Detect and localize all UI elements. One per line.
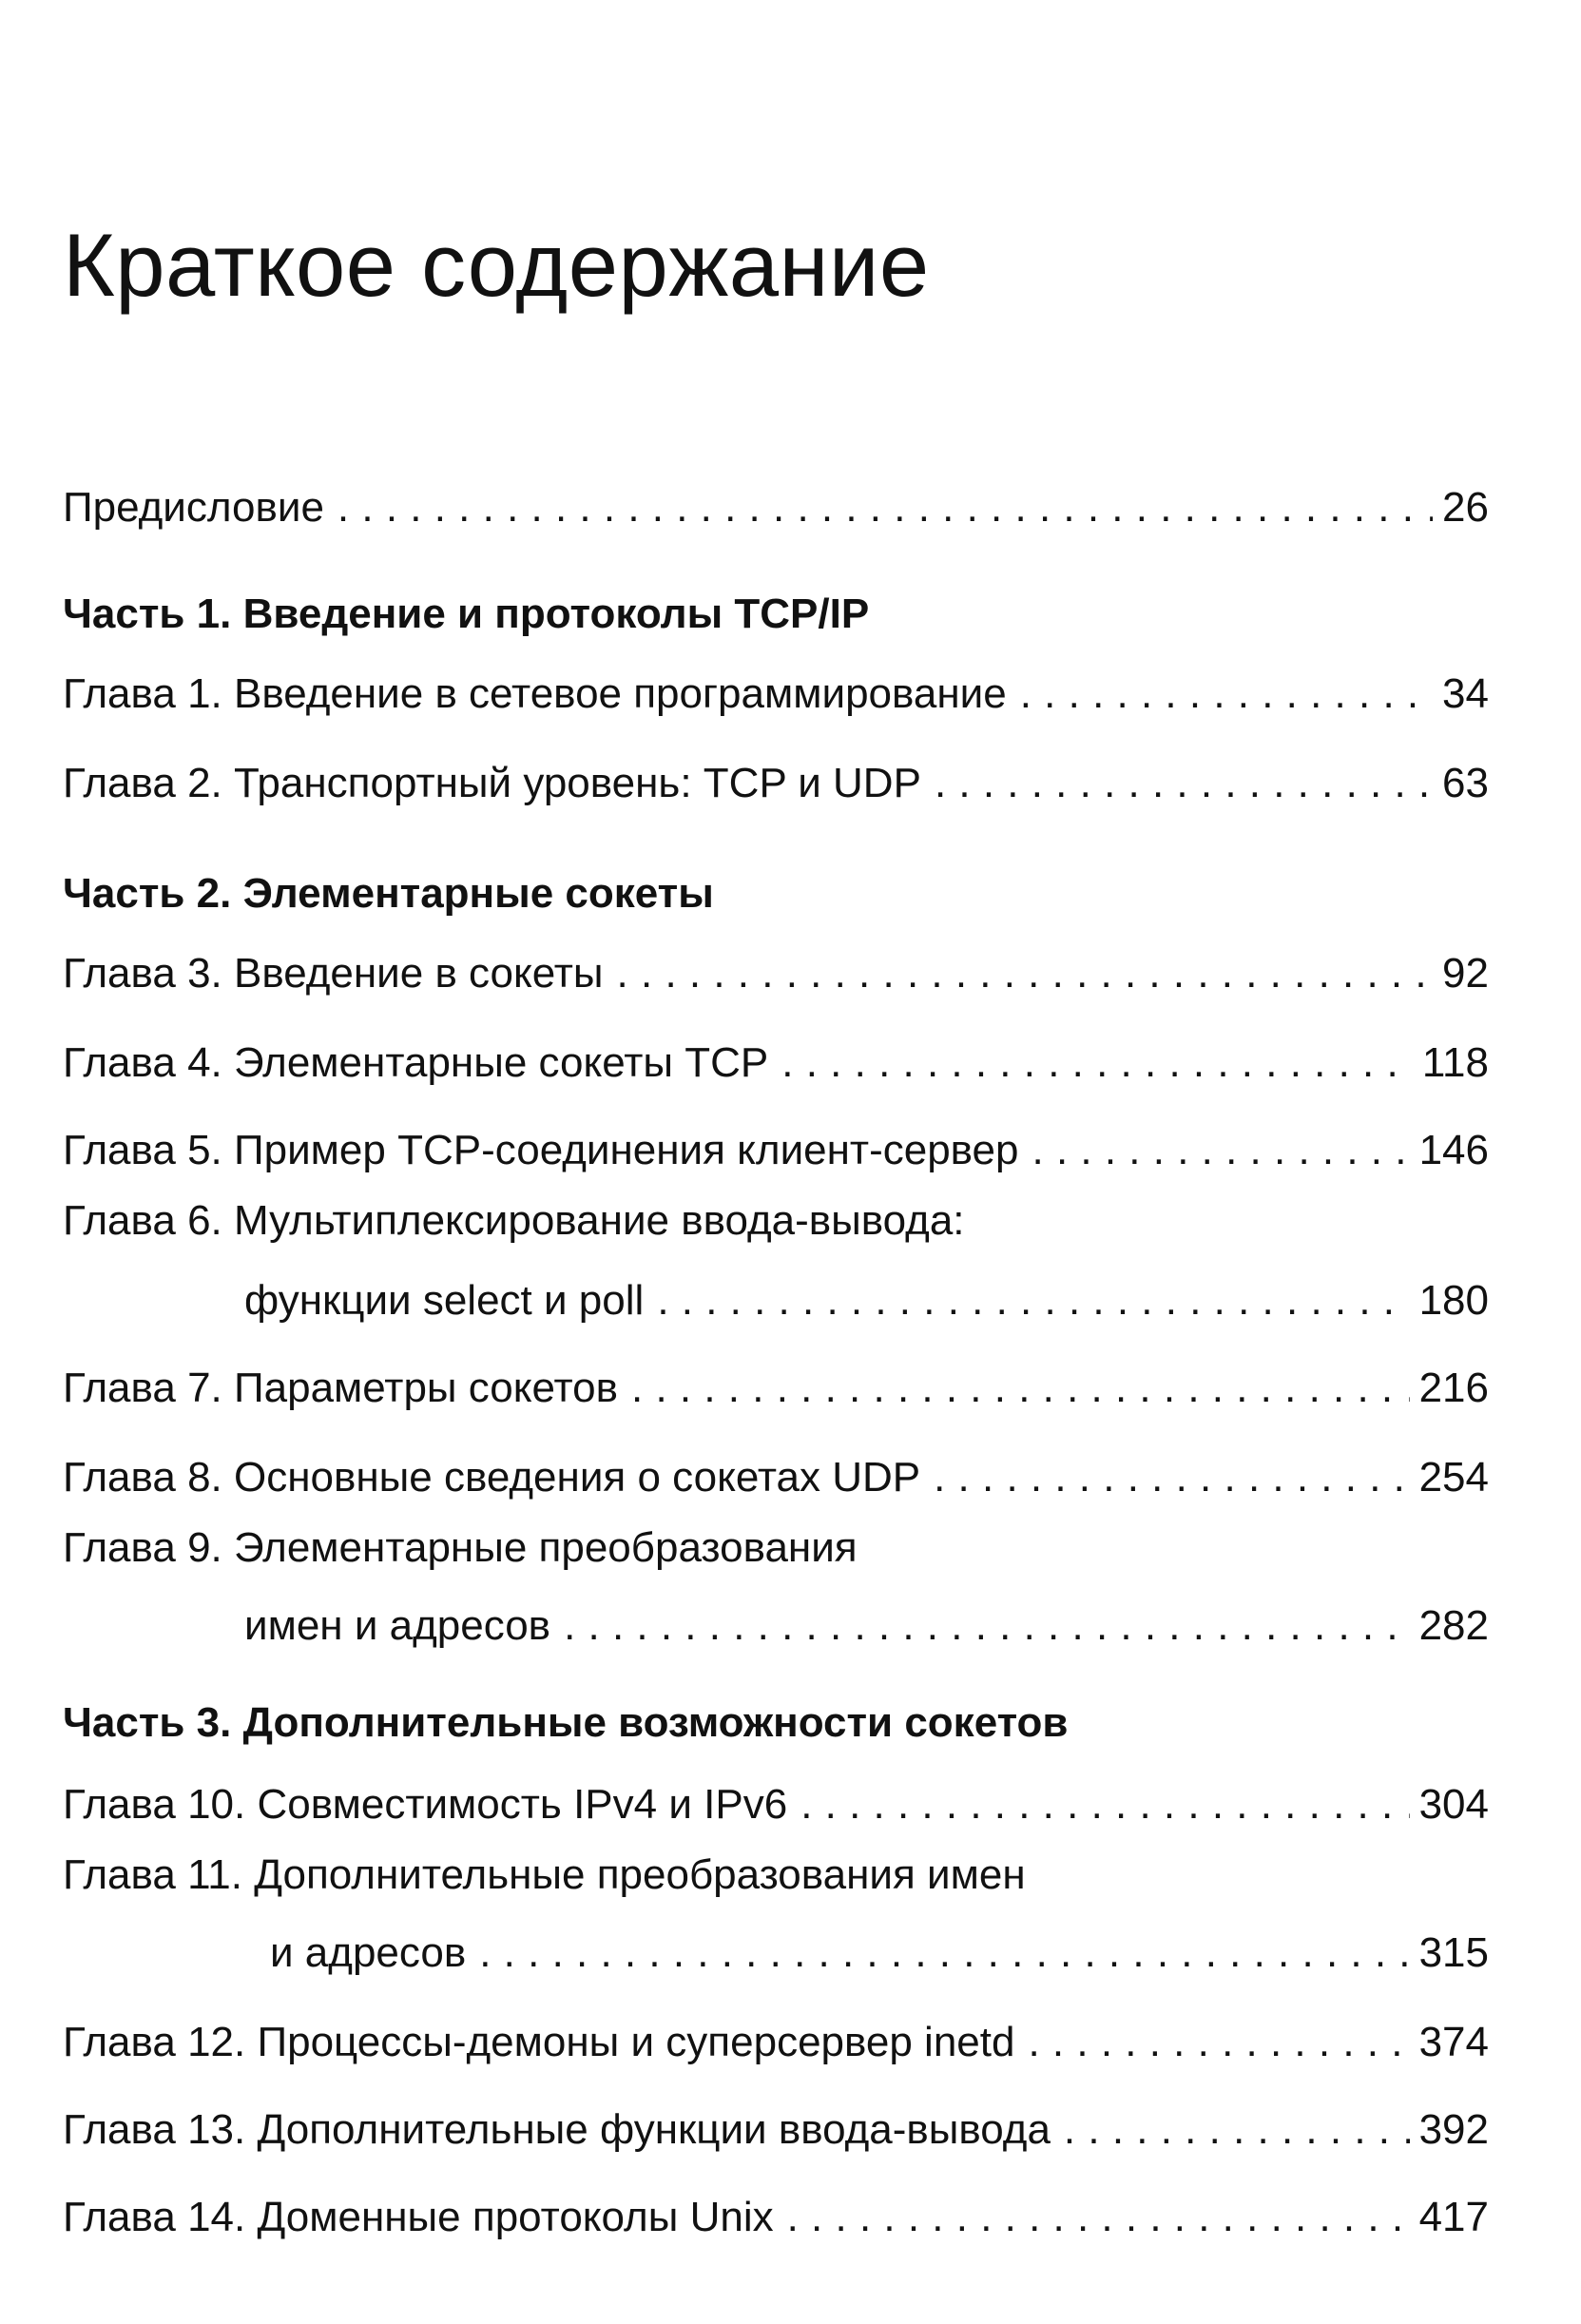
toc-entry-chapter-11-line1: Глава 11. Дополнительные преобразования имен [63,1851,1026,1898]
entry-page-number: 118 [1421,1039,1489,1086]
dot-leader [934,1457,1409,1499]
dot-leader [1064,2109,1410,2151]
dot-leader [657,1280,1409,1322]
entry-page-number: 315 [1418,1929,1489,1976]
toc-entry-chapter-7[interactable] [63,1348,1489,1409]
entry-label: имен и адресов [244,1602,551,1649]
dot-leader [1032,1130,1410,1172]
dot-leader [1020,673,1433,715]
part-heading-3: Часть 3. Дополнительные возможности сокетов [63,1699,1069,1746]
dot-leader [337,487,1433,529]
toc-entry-chapter-6-line1: Глава 6. Мультиплексирование ввода-вывода: [63,1197,965,1244]
entry-label: Глава 12. Процессы-демоны и суперсервер inetd [63,2019,1015,2065]
toc-entry-chapter-11[interactable] [63,1913,1489,1974]
page-title: Краткое содержание [63,215,930,315]
entry-label: Глава 14. Доменные протоколы Unix [63,2194,774,2240]
entry-page-number: 63 [1442,760,1489,806]
toc-entry-chapter-10[interactable] [63,1765,1489,1826]
toc-entry-chapter-13[interactable] [63,2090,1489,2151]
entry-label: Глава 13. Дополнительные функции ввода-вывода [63,2106,1051,2153]
entry-label: Глава 8. Основные сведения о сокетах UDP [63,1454,921,1501]
dot-leader [631,1367,1410,1409]
entry-page-number: 392 [1418,2106,1489,2153]
entry-page-number: 34 [1442,670,1489,717]
part-heading-2: Часть 2. Элементарные сокеты [63,870,714,917]
entry-page-number: 417 [1418,2194,1489,2240]
toc-entry-chapter-1[interactable] [63,654,1489,715]
entry-page-number: 146 [1418,1127,1489,1173]
entry-page-number: 282 [1418,1602,1489,1649]
dot-leader [781,1042,1413,1084]
part-heading-1: Часть 1. Введение и протоколы TCP/IP [63,591,870,637]
entry-label: функции select и poll [244,1277,645,1324]
toc-entry-chapter-14[interactable] [63,2178,1489,2238]
entry-label: Глава 3. Введение в сокеты [63,950,604,997]
entry-label: Предисловие [63,484,324,531]
dot-leader [935,763,1433,804]
dot-leader [479,1932,1409,1974]
dot-leader [564,1605,1410,1647]
entry-page-number: 254 [1418,1454,1489,1501]
entry-page-number: 304 [1418,1781,1489,1828]
toc-entry-chapter-2[interactable] [63,744,1489,804]
toc-entry-chapter-12[interactable] [63,2003,1489,2063]
dot-leader [617,953,1434,995]
entry-label: и адресов [270,1929,467,1976]
toc-entry-chapter-9[interactable] [63,1586,1489,1647]
dot-leader [1028,2022,1409,2063]
entry-label: Глава 4. Элементарные сокеты TCP [63,1039,769,1086]
entry-page-number: 216 [1418,1365,1489,1411]
toc-entry-chapter-4[interactable] [63,1023,1489,1084]
entry-page-number: 374 [1418,2019,1489,2065]
toc-entry-preface[interactable] [63,468,1489,529]
toc-entry-chapter-9-line1: Глава 9. Элементарные преобразования [63,1524,858,1571]
toc-entry-chapter-5[interactable] [63,1111,1489,1172]
toc-entry-chapter-8[interactable] [63,1438,1489,1499]
entry-label: Глава 1. Введение в сетевое программирование [63,670,1007,717]
entry-label: Глава 5. Пример TCP-соединения клиент-сервер [63,1127,1019,1173]
toc-entry-chapter-3[interactable] [63,934,1489,995]
dot-leader [800,1784,1409,1826]
entry-label: Глава 10. Совместимость IPv4 и IPv6 [63,1781,788,1828]
entry-page-number: 92 [1442,950,1489,997]
dot-leader [787,2197,1410,2238]
entry-label: Глава 2. Транспортный уровень: TCP и UDP [63,760,921,806]
entry-label: Глава 7. Параметры сокетов [63,1365,618,1411]
toc-entry-chapter-6[interactable] [63,1261,1489,1322]
entry-page-number: 26 [1442,484,1489,531]
entry-page-number: 180 [1418,1277,1489,1324]
